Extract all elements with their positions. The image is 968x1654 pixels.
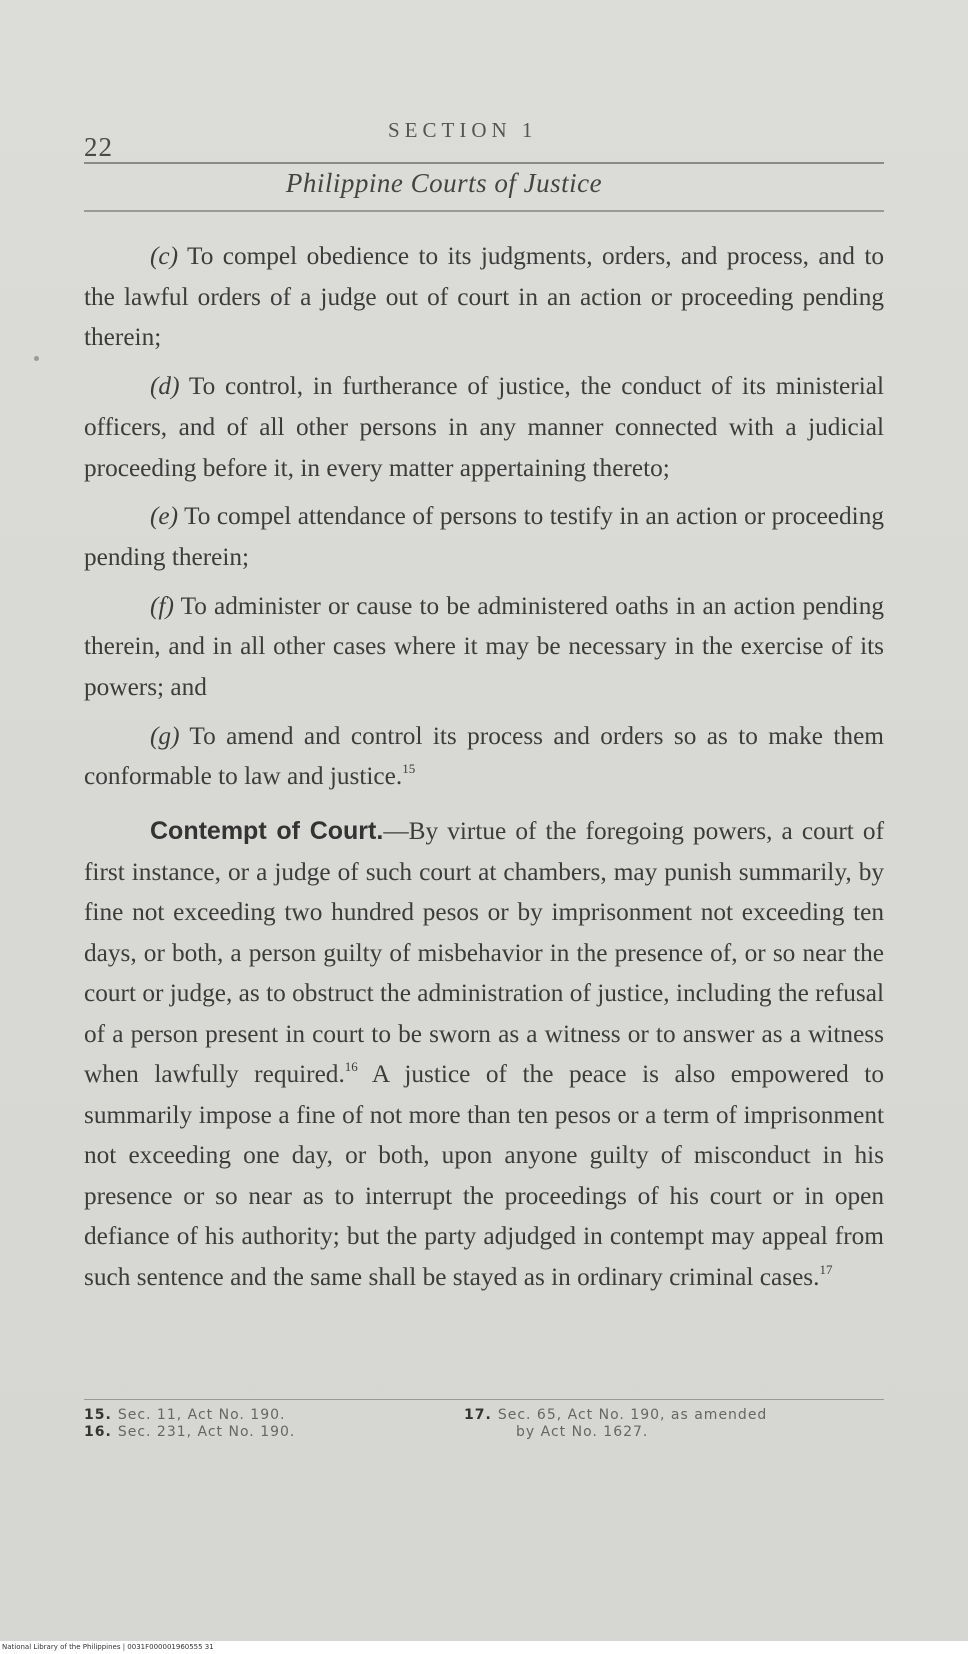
item-label: (g) — [150, 721, 180, 750]
section-label: SECTION 1 — [388, 118, 538, 142]
page-header — [84, 118, 884, 162]
footnote-number: 15. — [84, 1407, 112, 1423]
footnote-rule — [84, 1399, 884, 1400]
footnote-ref-17: 17 — [819, 1261, 833, 1277]
contempt-text-1: —By virtue of the foregoing powers, a court of first instance, or a judge of such court at chambers, may punish summarily, by fine not exceeding two hundred pesos or by imprisonment not exceeding ten days, or both, a person guilty of misbehavior in the presence of, or so near the court or judge, as to obstruct the administration of justice, including the refusal of a person present in court to be sworn as a witness or to answer as a witness when lawfully required. — [84, 817, 885, 1089]
paragraph-g — [84, 716, 884, 797]
contempt-text-2: A justice of the peace is also empowered to summarily impose a fine of not more than ten pesos or a term of imprisonment not exceeding one day, or both, upon anyone guilty of misconduct in his presence or so near as to interrupt the proceedings of his court or in open defiance of his authority; but the party adjudged in contempt may appeal from such sentence and the same shall be stayed as in ordinary criminal cases. — [84, 1060, 884, 1291]
page-body — [84, 236, 884, 1305]
footnote-15 — [84, 1407, 295, 1424]
footnotes-right — [464, 1407, 767, 1441]
page-number: 22 — [84, 132, 113, 162]
footnote-text: Sec. 65, Act No. 190, as amended — [497, 1407, 768, 1423]
footnote-text: Sec. 231, Act No. 190. — [117, 1424, 296, 1440]
paragraph-e — [84, 496, 884, 577]
footnote-ref-16: 16 — [344, 1059, 358, 1075]
item-label: (d) — [150, 372, 180, 401]
footnote-17 — [464, 1407, 767, 1424]
item-text: To compel attendance of persons to testify in an action or proceeding pending therein; — [84, 502, 884, 571]
footnote-16 — [84, 1424, 295, 1441]
contempt-paragraph — [84, 811, 884, 1297]
contempt-heading: Contempt of Court. — [150, 817, 384, 846]
footnote-number: 16. — [84, 1424, 112, 1440]
footnote-number: 17. — [464, 1407, 492, 1423]
title-rule — [84, 210, 884, 212]
running-title: Philippine Courts of Justice — [285, 168, 603, 198]
scan-footer: National Library of the Philippines | 0031F000001960555 31 — [0, 1641, 968, 1654]
paragraph-f — [84, 586, 884, 708]
paragraph-c — [84, 236, 884, 358]
scan-smudge — [34, 356, 39, 361]
item-text: To compel obedience to its judgments, orders, and process, and to the lawful orders of a judge out of court in an action or proceeding pending therein; — [84, 242, 884, 352]
footnote-text: Sec. 11, Act No. 190. — [117, 1407, 286, 1423]
item-label: (f) — [150, 591, 174, 620]
footnote-17-continuation: by Act No. 1627. — [516, 1424, 649, 1440]
item-label: (e) — [150, 502, 179, 531]
footnotes-left — [84, 1407, 295, 1441]
paragraph-d — [84, 366, 884, 488]
item-text: To administer or cause to be administered oaths in an action pending therein, and in all other cases where it may be necessary in the exercise of its powers; and — [84, 591, 884, 702]
header-rule — [84, 162, 884, 164]
item-text: To control, in furtherance of justice, the conduct of its ministerial officers, and of all other persons in any manner connected with a judicial proceeding before it, in every matter appertaining thereto; — [84, 372, 884, 482]
footnote-ref-15: 15 — [402, 761, 416, 777]
item-label: (c) — [150, 242, 179, 270]
item-text: To amend and control its process and orders so as to make them conformable to law and justice. — [84, 721, 884, 791]
